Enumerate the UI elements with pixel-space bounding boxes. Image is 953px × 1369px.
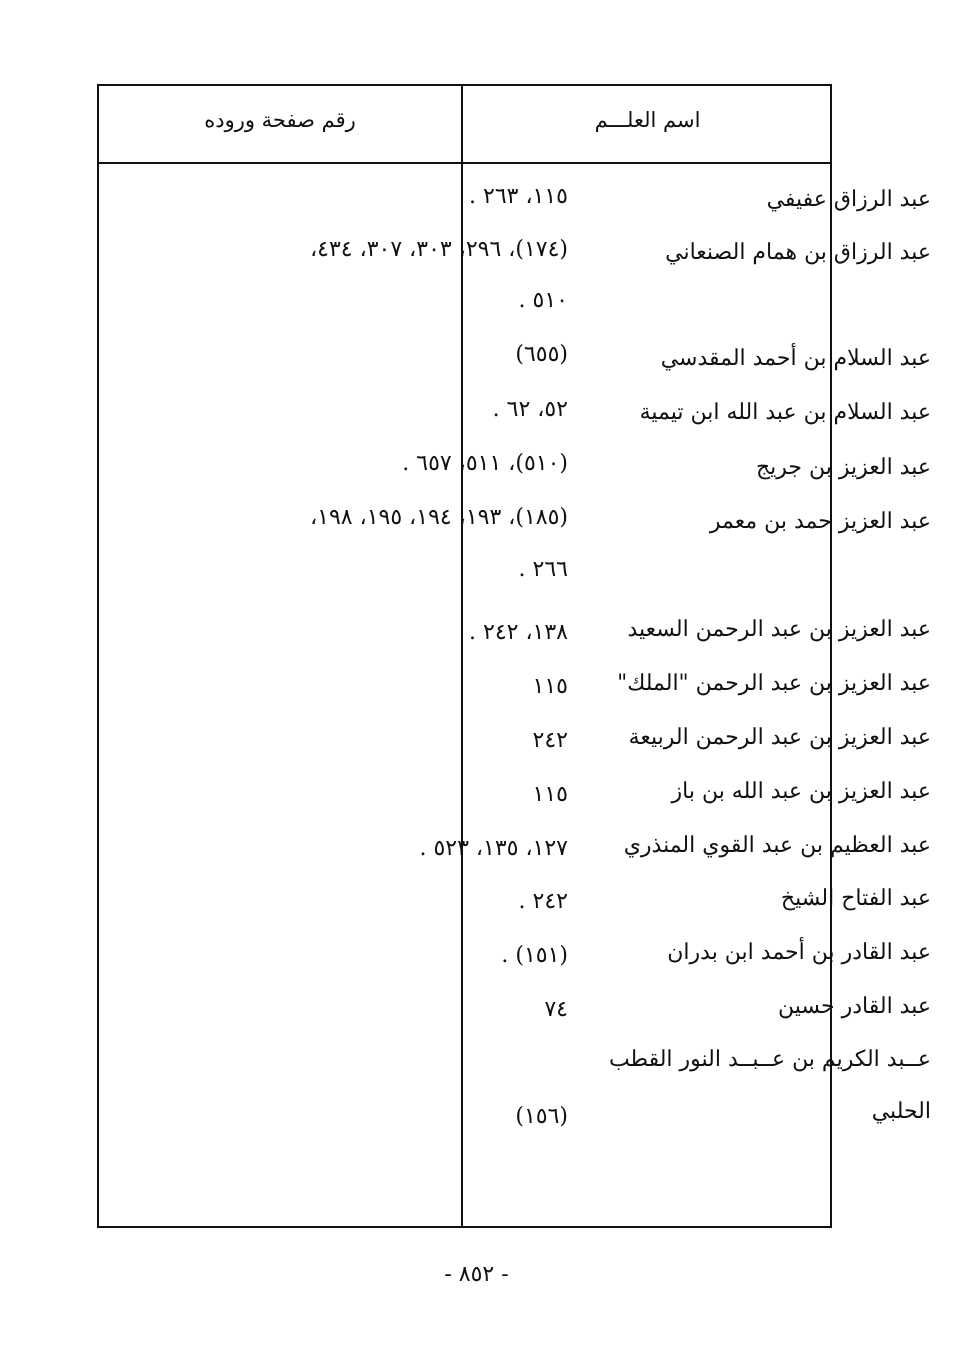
- entry-name: عبد العزيز حمد بن معمر: [709, 509, 931, 534]
- entry-pages: ١١٥، ٢٦٣ .: [469, 184, 568, 209]
- entry-name: عبد العزيز بن عبد الرحمن "الملك": [617, 671, 931, 696]
- entry-pages: (١٥٦): [515, 1104, 568, 1129]
- entry-pages: ١٢٧، ١٣٥، ٥٢٣ .: [419, 836, 568, 861]
- entry-name: عبد العزيز بن جريج: [755, 455, 931, 480]
- entry-name: عــبد الكريم بن عــبــد النور القطب: [608, 1047, 931, 1072]
- entry-name: عبد الرزاق بن همام الصنعاني: [665, 240, 931, 265]
- page-number: - ٨٥٢ -: [444, 1262, 509, 1287]
- entry-pages: (٥١٠)، ٥١١، ٦٥٧ .: [402, 451, 568, 476]
- entry-pages: ٥٢، ٦٢ .: [492, 397, 568, 422]
- entry-name: عبد العزيز بن عبد الله بن باز: [671, 779, 931, 804]
- entry-name: عبد الرزاق عفيفي: [766, 187, 931, 212]
- entry-name: عبد العزيز بن عبد الرحمن الربيعة: [628, 725, 931, 750]
- header-name-column: اسم العلـــم: [594, 108, 701, 132]
- entry-pages: (٦٥٥): [515, 342, 568, 367]
- entry-pages: (١٥١) .: [501, 943, 568, 968]
- entry-pages: ١٣٨، ٢٤٢ .: [469, 620, 568, 645]
- header-pages-column: رقم صفحة وروده: [204, 108, 356, 132]
- entry-pages: ١١٥: [532, 674, 568, 699]
- entry-pages: ٥١٠ .: [518, 288, 568, 313]
- header-divider: [99, 162, 830, 164]
- entry-name: عبد العزيز بن عبد الرحمن السعيد: [627, 617, 931, 642]
- entry-pages: ١١٥: [532, 782, 568, 807]
- entry-name: عبد الفتاح الشيخ: [780, 886, 931, 911]
- entry-pages: ٢٦٦ .: [518, 557, 568, 582]
- entry-pages: ٢٤٢: [532, 728, 568, 753]
- entry-name: عبد القادر حسين: [778, 994, 931, 1019]
- entry-pages: ٧٤: [544, 997, 568, 1022]
- entry-name: عبد العظيم بن عبد القوي المنذري: [623, 833, 931, 858]
- entry-name: عبد القادر بن أحمد ابن بدران: [667, 940, 931, 965]
- entry-pages: (١٧٤)، ٢٩٦، ٣٠٣، ٣٠٧، ٤٣٤،: [310, 237, 568, 262]
- entry-name: عبد السلام بن أحمد المقدسي: [660, 346, 931, 371]
- entry-pages: (١٨٥)، ١٩٣، ١٩٤، ١٩٥، ١٩٨،: [310, 505, 568, 530]
- entry-name: الحلبي: [871, 1099, 931, 1124]
- entry-name: عبد السلام بن عبد الله ابن تيمية: [639, 400, 931, 425]
- entry-pages: ٢٤٢ .: [518, 889, 568, 914]
